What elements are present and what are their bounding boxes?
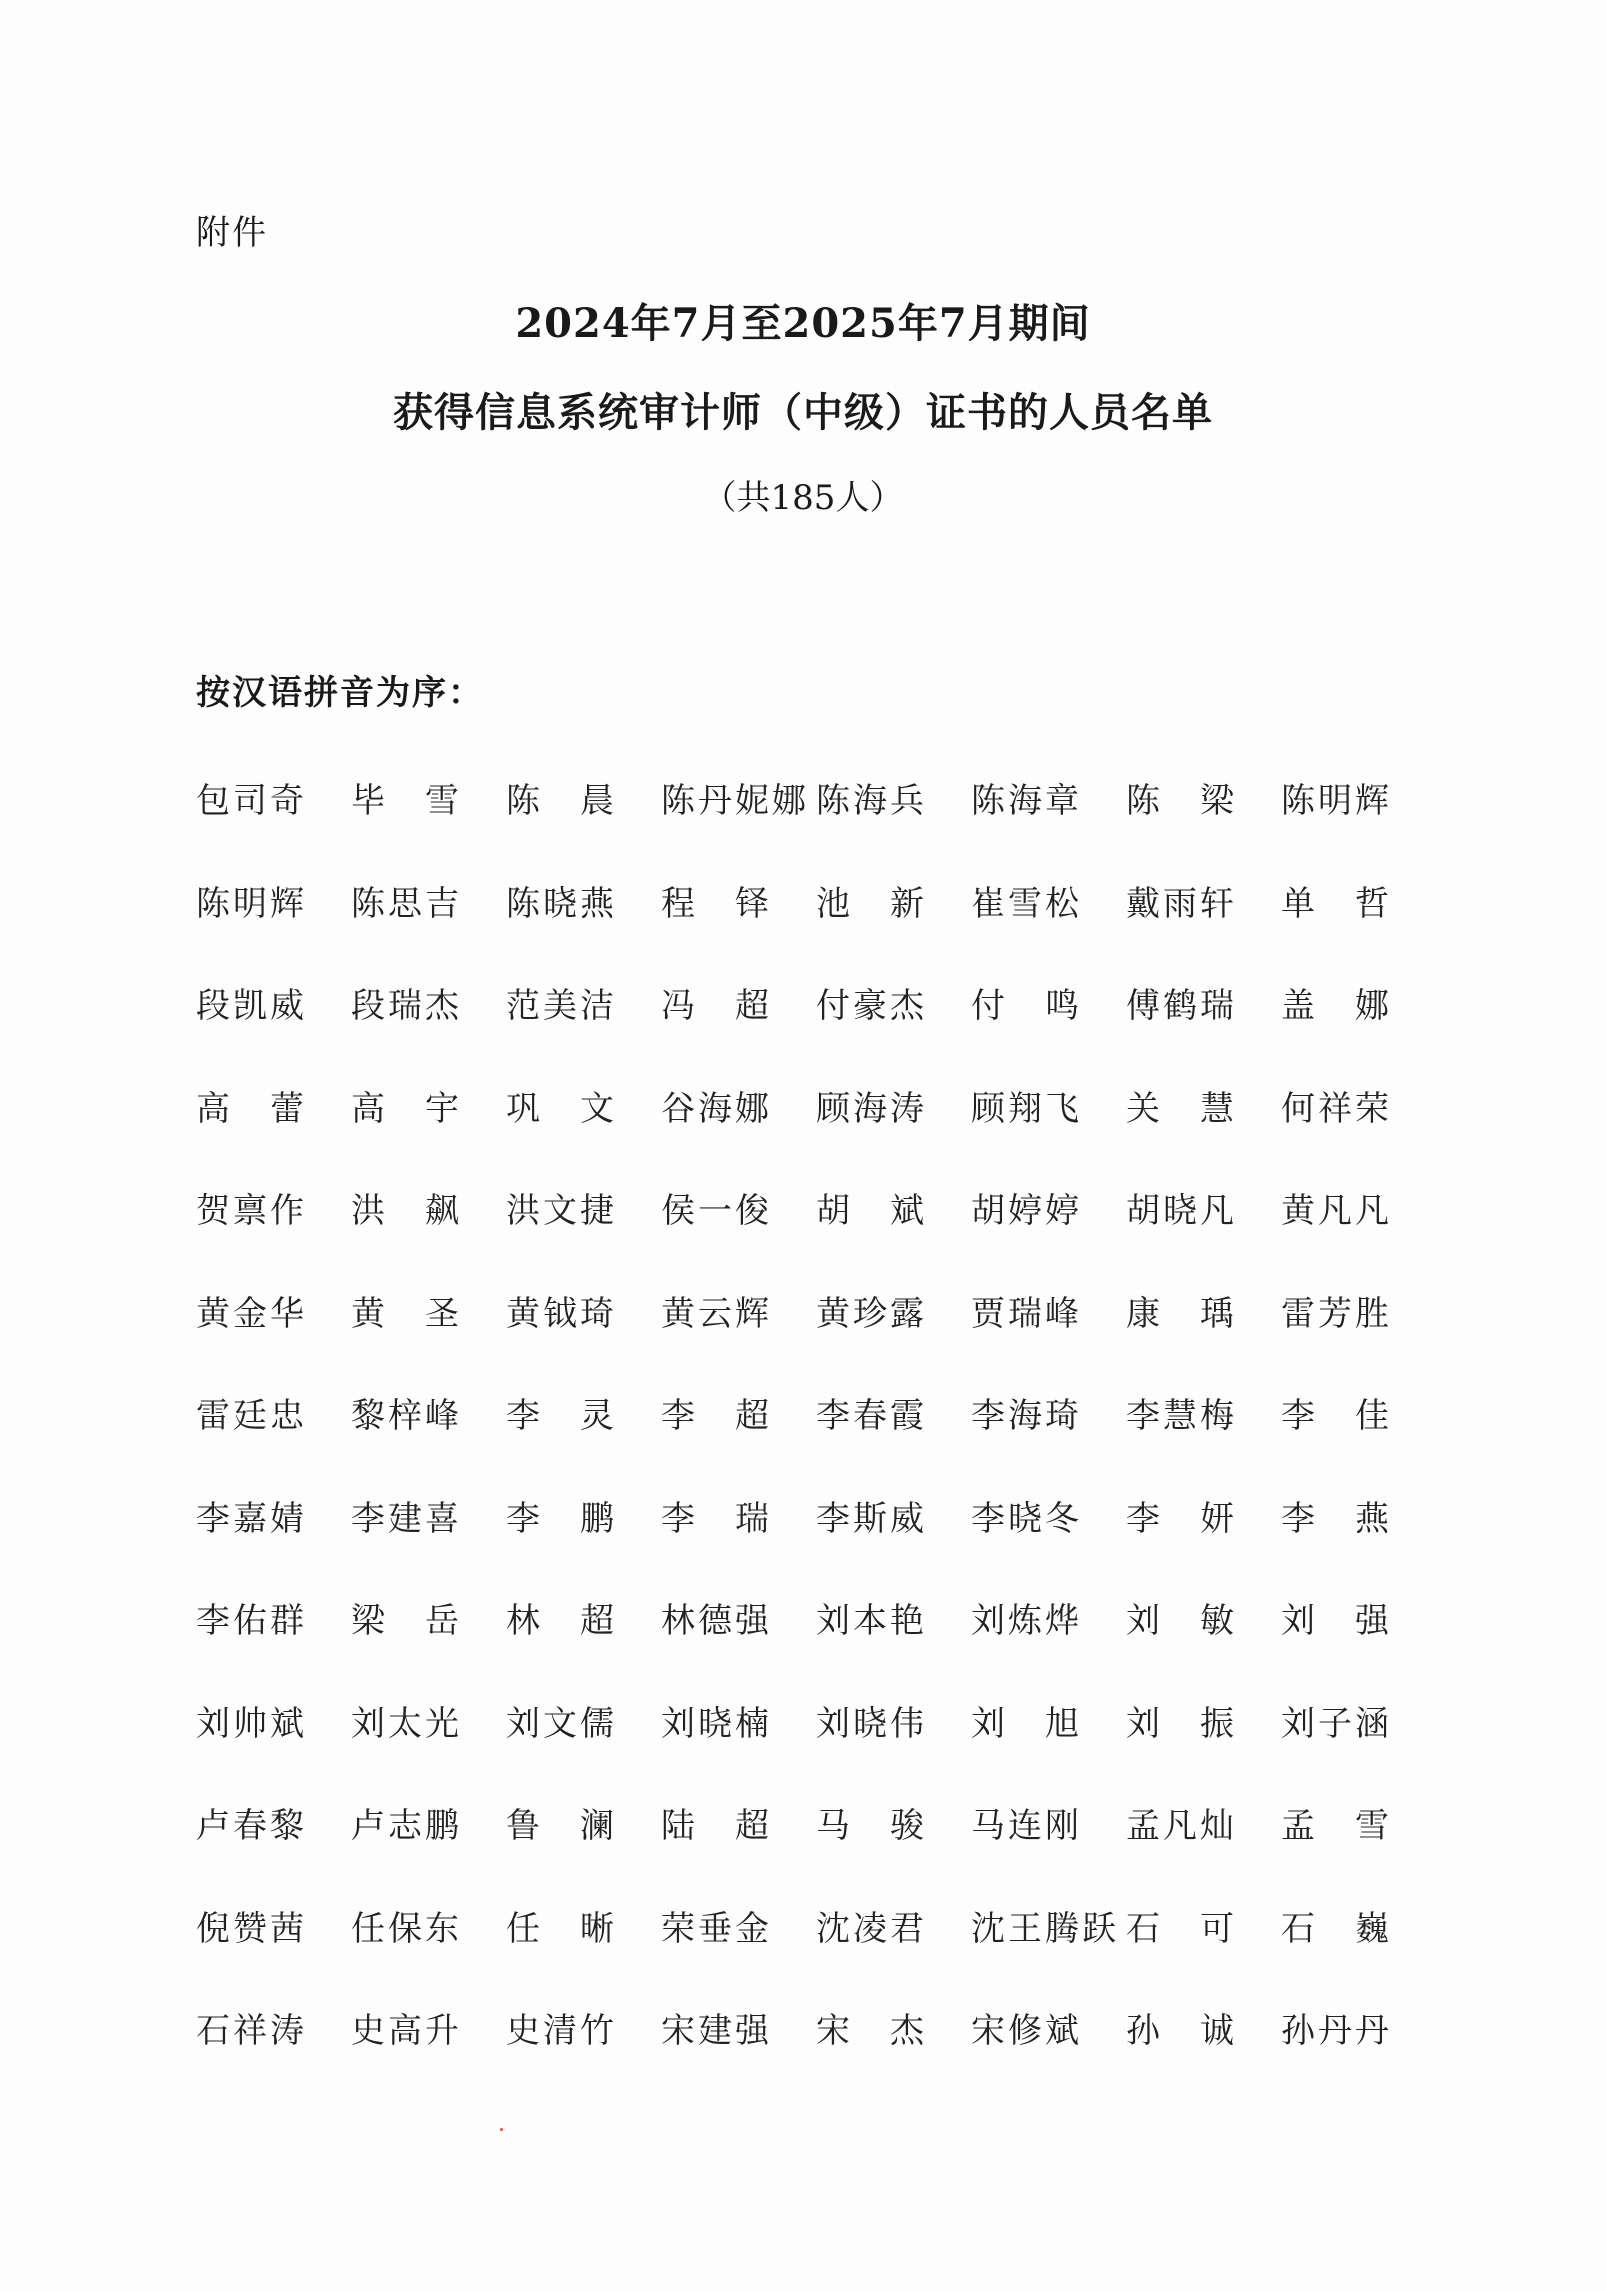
name-cell: 顾海涛 — [816, 1088, 927, 1129]
name-cell: 崔雪松 — [971, 883, 1082, 924]
name-cell: 池新 — [816, 883, 964, 924]
name-cell: 李鹏 — [506, 1498, 654, 1539]
name-cell: 李妍 — [1126, 1498, 1274, 1539]
name-cell: 盖娜 — [1281, 986, 1429, 1026]
name-cell: 李海琦 — [971, 1396, 1082, 1436]
name-cell: 刘本艳 — [816, 1601, 927, 1641]
attachment-label: 附件 — [196, 213, 268, 253]
name-cell: 孟凡灿 — [1126, 1806, 1237, 1846]
name-cell: 李佳 — [1281, 1396, 1429, 1436]
name-cell: 付鸣 — [971, 986, 1119, 1026]
name-cell: 石巍 — [1281, 1908, 1429, 1949]
name-cell: 陈海兵 — [816, 781, 927, 821]
name-cell: 单哲 — [1281, 883, 1429, 924]
name-cell: 刘炼烨 — [971, 1601, 1082, 1641]
name-cell: 贾瑞峰 — [971, 1293, 1082, 1334]
name-cell: 陈晓燕 — [506, 883, 617, 924]
name-cell: 巩文 — [506, 1088, 654, 1129]
name-cell: 刘晓伟 — [816, 1703, 927, 1744]
name-cell: 刘子涵 — [1281, 1703, 1392, 1744]
name-cell: 胡斌 — [816, 1191, 964, 1231]
name-cell: 李燕 — [1281, 1498, 1429, 1539]
name-cell: 刘太光 — [351, 1703, 462, 1744]
name-cell: 范美洁 — [506, 986, 617, 1026]
name-cell: 李晓冬 — [971, 1498, 1082, 1539]
name-cell: 侯一俊 — [661, 1191, 772, 1231]
name-cell: 黎梓峰 — [351, 1396, 462, 1436]
name-cell: 李佑群 — [196, 1601, 307, 1641]
name-cell: 高宇 — [351, 1088, 499, 1129]
name-cell: 沈王腾跃 — [971, 1908, 1119, 1949]
name-cell: 马连刚 — [971, 1806, 1082, 1846]
name-cell: 陈思吉 — [351, 883, 462, 924]
name-cell: 黄珍露 — [816, 1293, 927, 1334]
name-cell: 石可 — [1126, 1908, 1274, 1949]
name-cell: 程铎 — [661, 883, 809, 924]
name-cell: 段凯威 — [196, 986, 307, 1026]
name-cell: 梁岳 — [351, 1601, 499, 1641]
name-cell: 鲁澜 — [506, 1806, 654, 1846]
document-title-line2: 获得信息系统审计师（中级）证书的人员名单 — [393, 389, 1213, 436]
names-grid — [196, 770, 1436, 2103]
name-cell: 史高升 — [351, 2011, 462, 2051]
name-cell: 刘文儒 — [506, 1703, 617, 1744]
name-cell: 李嘉婧 — [196, 1498, 307, 1539]
name-cell: 孟雪 — [1281, 1806, 1429, 1846]
name-cell: 胡婷婷 — [971, 1191, 1082, 1231]
name-cell: 宋建强 — [661, 2011, 772, 2051]
name-cell: 孙丹丹 — [1281, 2011, 1392, 2051]
name-cell: 马骏 — [816, 1806, 964, 1846]
name-cell: 刘强 — [1281, 1601, 1429, 1641]
name-cell: 黄圣 — [351, 1293, 499, 1334]
name-cell: 李建喜 — [351, 1498, 462, 1539]
name-cell: 陈明辉 — [1281, 781, 1392, 821]
name-cell: 沈凌君 — [816, 1908, 927, 1949]
name-cell: 刘旭 — [971, 1703, 1119, 1744]
scan-speck — [500, 2128, 503, 2131]
name-cell: 刘帅斌 — [196, 1703, 307, 1744]
name-cell: 黄云辉 — [661, 1293, 772, 1334]
name-cell: 刘敏 — [1126, 1601, 1274, 1641]
name-cell: 冯超 — [661, 986, 809, 1026]
name-cell: 李慧梅 — [1126, 1396, 1237, 1436]
name-cell: 李灵 — [506, 1396, 654, 1436]
name-cell: 卢春黎 — [196, 1806, 307, 1846]
name-cell: 陈梁 — [1126, 781, 1274, 821]
name-cell: 关慧 — [1126, 1088, 1274, 1129]
name-cell: 林超 — [506, 1601, 654, 1641]
document-title-line1: 2024年7月至2025年7月期间 — [515, 300, 1091, 347]
name-cell: 任保东 — [351, 1908, 462, 1949]
name-cell: 任晰 — [506, 1908, 654, 1949]
name-cell: 高蕾 — [196, 1088, 344, 1129]
name-cell: 傅鹤瑞 — [1126, 986, 1237, 1026]
name-cell: 宋杰 — [816, 2011, 964, 2051]
name-cell: 黄金华 — [196, 1293, 307, 1334]
name-cell: 贺禀作 — [196, 1191, 307, 1231]
name-cell: 卢志鹏 — [351, 1806, 462, 1846]
name-cell: 毕雪 — [351, 781, 499, 821]
name-cell: 雷芳胜 — [1281, 1293, 1392, 1334]
name-cell: 陈丹妮娜 — [661, 781, 809, 821]
name-cell: 黄钺琦 — [506, 1293, 617, 1334]
name-cell: 洪飙 — [351, 1191, 499, 1231]
name-cell: 陈明辉 — [196, 883, 307, 924]
name-cell: 付豪杰 — [816, 986, 927, 1026]
name-cell: 康瑀 — [1126, 1293, 1274, 1334]
total-count: （共185人） — [702, 478, 904, 518]
name-cell: 刘晓楠 — [661, 1703, 772, 1744]
name-cell: 李春霞 — [816, 1396, 927, 1436]
name-cell: 包司奇 — [196, 781, 307, 821]
name-cell: 孙诚 — [1126, 2011, 1274, 2051]
name-cell: 史清竹 — [506, 2011, 617, 2051]
name-cell: 倪赞茜 — [196, 1908, 307, 1949]
name-cell: 李斯威 — [816, 1498, 927, 1539]
name-cell: 谷海娜 — [661, 1088, 772, 1129]
name-cell: 何祥荣 — [1281, 1088, 1392, 1129]
name-cell: 雷廷忠 — [196, 1396, 307, 1436]
name-cell: 李超 — [661, 1396, 809, 1436]
sort-order-note: 按汉语拼音为序： — [196, 673, 484, 713]
name-cell: 宋修斌 — [971, 2011, 1082, 2051]
name-cell: 荣垂金 — [661, 1908, 772, 1949]
name-cell: 戴雨轩 — [1126, 883, 1237, 924]
name-cell: 顾翔飞 — [971, 1088, 1082, 1129]
name-cell: 段瑞杰 — [351, 986, 462, 1026]
name-cell: 陆超 — [661, 1806, 809, 1846]
name-cell: 胡晓凡 — [1126, 1191, 1237, 1231]
name-cell: 林德强 — [661, 1601, 772, 1641]
name-cell: 李瑞 — [661, 1498, 809, 1539]
name-cell: 陈晨 — [506, 781, 654, 821]
name-cell: 洪文捷 — [506, 1191, 617, 1231]
name-cell: 刘振 — [1126, 1703, 1274, 1744]
name-cell: 陈海章 — [971, 781, 1082, 821]
name-cell: 黄凡凡 — [1281, 1191, 1392, 1231]
name-cell: 石祥涛 — [196, 2011, 307, 2051]
